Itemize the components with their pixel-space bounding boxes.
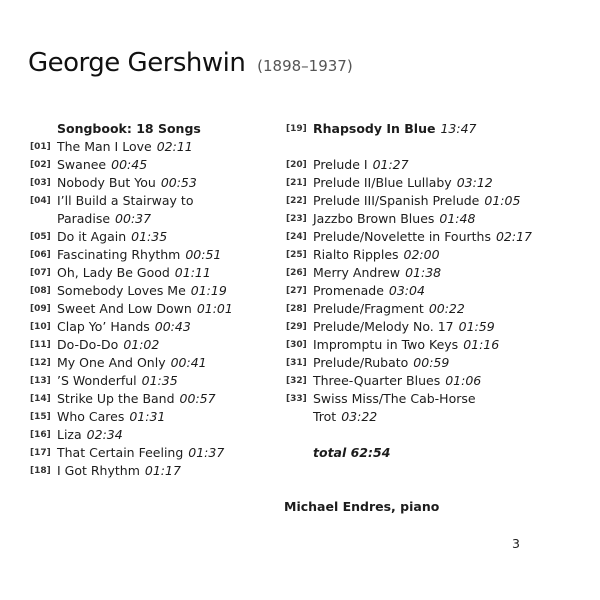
songbook-track-list xyxy=(30,138,233,480)
track-number: [27] xyxy=(286,286,307,296)
track-number: [18] xyxy=(30,466,51,476)
track-text xyxy=(57,372,178,390)
track-title: Jazzbo Brown Blues xyxy=(313,211,435,226)
track-number: [30] xyxy=(286,340,307,350)
track-text xyxy=(57,138,193,156)
track-title: Prelude III/Spanish Prelude xyxy=(313,193,480,208)
track-title: Prelude/Melody No. 17 xyxy=(313,319,454,334)
track-title: Do it Again xyxy=(57,229,127,244)
track-title: My One And Only xyxy=(57,355,166,370)
track-item xyxy=(30,462,233,480)
track-number: [01] xyxy=(30,142,51,152)
track-title: Rialto Ripples xyxy=(313,247,399,262)
composer-title xyxy=(28,48,353,78)
track-duration: 01:35 xyxy=(131,229,168,244)
track-item xyxy=(30,264,233,282)
track-number: [05] xyxy=(30,232,51,242)
track-number: [24] xyxy=(286,232,307,242)
composer-name: George Gershwin xyxy=(28,48,246,78)
track-item xyxy=(286,228,532,246)
track-duration: 03:12 xyxy=(456,175,493,190)
track-number: [33] xyxy=(286,394,307,404)
track-title: Do-Do-Do xyxy=(57,337,119,352)
track-item xyxy=(30,390,233,408)
track-duration: 00:53 xyxy=(160,175,197,190)
track-number: [16] xyxy=(30,430,51,440)
track-number: [09] xyxy=(30,304,51,314)
track-title: Promenade xyxy=(313,283,384,298)
track-text xyxy=(313,138,318,156)
track-title: Clap Yo’ Hands xyxy=(57,319,150,334)
track-title: Impromptu in Two Keys xyxy=(313,337,459,352)
track-item xyxy=(286,138,532,156)
songbook-heading: Songbook: 18 Songs xyxy=(57,121,201,136)
track-duration: 01:05 xyxy=(484,193,521,208)
track-number: [21] xyxy=(286,178,307,188)
track-text xyxy=(313,246,440,264)
track-text xyxy=(57,192,193,228)
track-number: [11] xyxy=(30,340,51,350)
track-title: Prelude/Fragment xyxy=(313,301,424,316)
track-title: Merry Andrew xyxy=(313,265,401,280)
track-duration: 01:19 xyxy=(190,283,227,298)
track-number: [22] xyxy=(286,196,307,206)
track-title: I’ll Build a Stairway to xyxy=(57,193,194,208)
track-item xyxy=(30,156,233,174)
track-item xyxy=(286,210,532,228)
track-number: [10] xyxy=(30,322,51,332)
track-duration: 01:17 xyxy=(144,463,181,478)
track-duration: 00:59 xyxy=(413,355,450,370)
track-duration: 02:17 xyxy=(495,229,533,244)
track-text xyxy=(313,156,409,174)
track-text xyxy=(57,228,167,246)
track-number: [02] xyxy=(30,160,51,170)
track-item xyxy=(286,282,532,300)
track-text xyxy=(57,426,123,444)
track-item xyxy=(286,246,532,264)
track-text xyxy=(57,462,181,480)
other-works-track-list xyxy=(286,120,533,424)
track-title: I Got Rhythm xyxy=(57,463,140,478)
track-number: [23] xyxy=(286,214,307,224)
track-duration: 01:35 xyxy=(141,373,178,388)
track-duration: 02:34 xyxy=(86,427,123,442)
track-item xyxy=(286,192,532,210)
track-title: Swanee xyxy=(57,157,107,172)
track-text xyxy=(313,372,481,390)
track-text xyxy=(313,354,449,372)
track-text xyxy=(57,282,227,300)
track-text xyxy=(57,354,207,372)
track-title: Swiss Miss/The Cab-Horse xyxy=(313,391,476,406)
track-text xyxy=(313,300,465,318)
track-item xyxy=(286,390,532,424)
track-text xyxy=(313,174,493,192)
track-title: ’S Wonderful xyxy=(57,373,137,388)
track-duration: 01:48 xyxy=(439,211,476,226)
track-title: Who Cares xyxy=(57,409,125,424)
track-title: Prelude/Novelette in Fourths xyxy=(313,229,491,244)
track-duration: 01:11 xyxy=(174,265,211,280)
track-title: Prelude II/Blue Lullaby xyxy=(313,175,452,190)
track-item xyxy=(30,336,233,354)
track-item xyxy=(30,300,233,318)
track-title: Rhapsody In Blue xyxy=(313,121,436,136)
track-text xyxy=(57,156,147,174)
track-item xyxy=(286,318,532,336)
track-title: Strike Up the Band xyxy=(57,391,175,406)
track-duration: 01:01 xyxy=(196,301,233,316)
track-text xyxy=(313,228,532,246)
track-duration: 02:11 xyxy=(156,139,193,154)
composer-years: (1898–1937) xyxy=(257,57,353,75)
track-item xyxy=(286,264,532,282)
track-text xyxy=(57,264,211,282)
track-title: Sweet And Low Down xyxy=(57,301,192,316)
track-duration: 01:59 xyxy=(458,319,495,334)
track-text xyxy=(57,444,224,462)
track-duration: 01:16 xyxy=(463,337,500,352)
track-number: [29] xyxy=(286,322,307,332)
track-item xyxy=(286,120,532,138)
track-text xyxy=(313,282,425,300)
track-item xyxy=(30,282,233,300)
track-duration: 01:37 xyxy=(188,445,225,460)
track-duration: 00:22 xyxy=(428,301,465,316)
track-title: Fascinating Rhythm xyxy=(57,247,181,262)
track-text xyxy=(313,192,520,210)
track-item xyxy=(30,408,233,426)
track-text xyxy=(313,264,441,282)
track-item xyxy=(286,156,532,174)
track-title: Liza xyxy=(57,427,82,442)
track-number: [25] xyxy=(286,250,307,260)
track-duration: 00:41 xyxy=(170,355,207,370)
track-number: [13] xyxy=(30,376,51,386)
track-number: [28] xyxy=(286,304,307,314)
track-number: [15] xyxy=(30,412,51,422)
track-title: Three-Quarter Blues xyxy=(313,373,441,388)
track-duration: 00:57 xyxy=(179,391,216,406)
track-text xyxy=(313,390,476,424)
track-duration: 01:27 xyxy=(372,157,409,172)
track-text xyxy=(57,390,216,408)
track-text xyxy=(57,174,197,192)
track-text xyxy=(57,246,221,264)
track-title: The Man I Love xyxy=(57,139,152,154)
track-text xyxy=(313,120,477,138)
track-title: Oh, Lady Be Good xyxy=(57,265,170,280)
track-number: [03] xyxy=(30,178,51,188)
total-duration: total 62:54 xyxy=(313,445,391,460)
track-title: Prelude/Rubato xyxy=(313,355,409,370)
track-text xyxy=(57,408,165,426)
track-duration: 01:38 xyxy=(405,265,442,280)
track-number: [14] xyxy=(30,394,51,404)
track-item xyxy=(286,372,532,390)
track-item xyxy=(30,354,233,372)
track-number: [19] xyxy=(286,124,307,134)
track-text xyxy=(313,210,475,228)
performer-credit: Michael Endres, piano xyxy=(284,499,440,514)
track-item xyxy=(30,246,233,264)
track-title: Prelude I xyxy=(313,157,368,172)
track-text xyxy=(313,336,499,354)
track-item xyxy=(30,228,233,246)
track-text xyxy=(313,318,495,336)
track-number: [12] xyxy=(30,358,51,368)
track-number: [31] xyxy=(286,358,307,368)
page-number: 3 xyxy=(512,536,520,551)
track-item xyxy=(30,318,233,336)
track-duration: 01:31 xyxy=(129,409,166,424)
track-number: [08] xyxy=(30,286,51,296)
track-title: That Certain Feeling xyxy=(57,445,184,460)
track-item xyxy=(30,444,233,462)
track-item xyxy=(30,174,233,192)
track-item xyxy=(30,192,233,228)
track-text xyxy=(57,318,191,336)
track-duration: 03:04 xyxy=(388,283,425,298)
track-title-continued: Paradise xyxy=(57,211,111,226)
track-title-continued: Trot xyxy=(313,409,337,424)
track-item xyxy=(30,426,233,444)
track-title: Nobody But You xyxy=(57,175,156,190)
track-text xyxy=(57,336,159,354)
track-number: [07] xyxy=(30,268,51,278)
track-duration: 00:43 xyxy=(154,319,191,334)
track-duration: 01:06 xyxy=(445,373,482,388)
track-duration: 00:45 xyxy=(111,157,148,172)
track-duration: 13:47 xyxy=(440,121,477,136)
track-number xyxy=(286,138,313,156)
track-title: Somebody Loves Me xyxy=(57,283,186,298)
track-item xyxy=(30,138,233,156)
track-number: [32] xyxy=(286,376,307,386)
track-item xyxy=(286,174,532,192)
track-number: [06] xyxy=(30,250,51,260)
track-item xyxy=(286,354,532,372)
track-number: [04] xyxy=(30,196,51,206)
track-number: [26] xyxy=(286,268,307,278)
track-item xyxy=(286,336,532,354)
track-text xyxy=(57,300,233,318)
track-number: [17] xyxy=(30,448,51,458)
track-item xyxy=(286,300,532,318)
track-duration: 00:51 xyxy=(185,247,222,262)
track-duration: 00:37 xyxy=(115,211,152,226)
track-duration: 01:02 xyxy=(123,337,160,352)
track-duration: 02:00 xyxy=(403,247,440,262)
track-item xyxy=(30,372,233,390)
track-number: [20] xyxy=(286,160,307,170)
track-duration: 03:22 xyxy=(341,409,378,424)
